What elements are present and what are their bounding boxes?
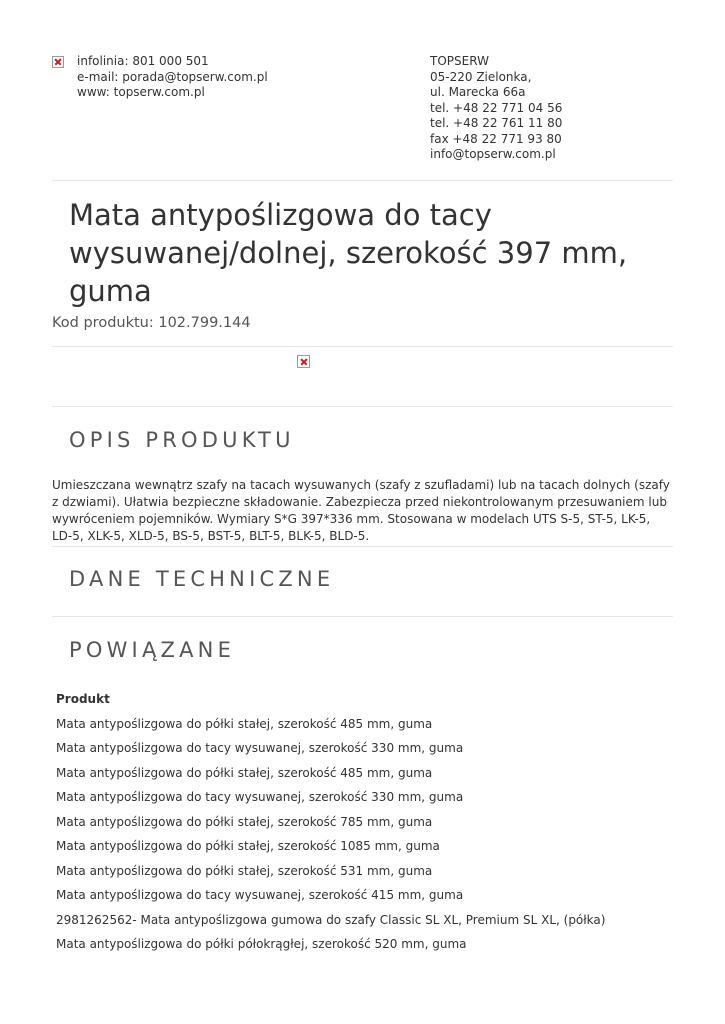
technical-data-heading: DANE TECHNICZNE <box>69 567 335 591</box>
related-item[interactable]: Mata antypoślizgowa do tacy wysuwanej, szerokość 330 mm, guma <box>56 790 464 804</box>
phone-2: tel. +48 22 761 11 80 <box>430 116 563 130</box>
related-item[interactable]: Mata antypoślizgowa do półki stałej, szerokość 531 mm, guma <box>56 863 433 878</box>
website-text[interactable]: www: topserw.com.pl <box>77 85 205 99</box>
related-heading: POWIĄZANE <box>69 638 236 662</box>
divider <box>52 616 673 617</box>
related-item[interactable]: Mata antypoślizgowa do półki stałej, szerokość 485 mm, guma <box>56 716 433 731</box>
product-code: Kod produktu: 102.799.144 <box>52 315 251 331</box>
fax: fax +48 22 771 93 80 <box>430 131 562 146</box>
divider <box>52 346 673 347</box>
phone-1: tel. +48 22 771 04 56 <box>430 100 563 115</box>
related-item[interactable]: 2981262562- Mata antypoślizgowa gumowa do szafy Classic SL XL, Premium SL XL, (półka) <box>56 912 606 927</box>
related-item[interactable]: Mata antypoślizgowa do tacy wysuwanej, szerokość 330 mm, guma <box>56 741 464 755</box>
related-item[interactable]: Mata antypoślizgowa do półki stałej, szerokość 785 mm, guma <box>56 814 433 829</box>
page-header <box>52 54 673 166</box>
company-address <box>430 54 562 163</box>
divider <box>52 180 673 181</box>
divider <box>52 546 673 547</box>
broken-logo-image-icon <box>52 56 64 68</box>
address-city: 05-220 Zielonka, <box>430 69 532 84</box>
email-text[interactable]: e-mail: porada@topserw.com.pl <box>77 69 268 84</box>
product-description: Umieszczana wewnątrz szafy na tacach wysuwanych (szafy z szufladami) lub na tacach dolnych (szafy z dzwiami). Ułatwia bezpieczne składowanie. Zabezpiecza przed niekontrolowanym przesuwaniem lub wywróceniem pojemników. Wymiary S*G 397*336 mm. Stosowana w modelach UTS S-5, ST-5, LK-5, LD-5, XLK-5, XLD-5, BS-5, BST-5, BLT-5, BLK-5, BLD-5. <box>52 478 670 543</box>
address-street: ul. Marecka 66a <box>430 85 526 99</box>
contact-info-left <box>77 54 268 101</box>
related-item[interactable]: Mata antypoślizgowa do półki półokrągłej, szerokość 520 mm, guma <box>56 937 467 951</box>
broken-product-image-icon <box>297 355 310 368</box>
hotline-text: infolinia: 801 000 501 <box>77 54 209 68</box>
company-name: TOPSERW <box>430 54 489 68</box>
company-email[interactable]: info@topserw.com.pl <box>430 147 556 161</box>
product-title: Mata antypoślizgowa do tacy wysuwanej/dolnej, szerokość 397 mm, guma <box>69 198 628 308</box>
related-products-table <box>56 688 671 958</box>
related-column-header: Produkt <box>56 692 110 706</box>
divider <box>52 406 673 407</box>
related-item[interactable]: Mata antypoślizgowa do półki stałej, szerokość 485 mm, guma <box>56 765 433 780</box>
description-heading: OPIS PRODUKTU <box>69 428 295 452</box>
related-item[interactable]: Mata antypoślizgowa do tacy wysuwanej, szerokość 415 mm, guma <box>56 888 464 902</box>
related-item[interactable]: Mata antypoślizgowa do półki stałej, szerokość 1085 mm, guma <box>56 839 440 853</box>
